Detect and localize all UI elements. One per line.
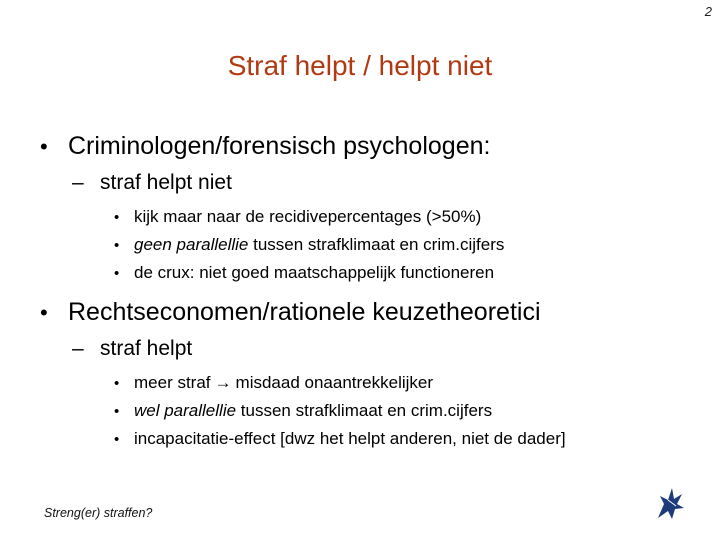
list-item-text: kijk maar naar de recidivepercentages (>50%) — [134, 207, 482, 226]
bullet: • — [114, 237, 120, 254]
bullet: • — [114, 403, 120, 420]
list-item-text: incapacitatie-effect [dwz het helpt anderen, niet de dader] — [134, 429, 566, 448]
bullet: • — [40, 134, 48, 159]
bullet: • — [114, 209, 120, 226]
list-item-rest: tussen strafklimaat en crim.cijfers — [248, 235, 505, 254]
bullet: • — [40, 300, 48, 325]
list-item — [114, 263, 700, 284]
bullet: • — [114, 375, 120, 392]
emphasis-text: geen parallellie — [134, 235, 249, 254]
bullet: • — [114, 431, 120, 448]
section-heading — [40, 298, 700, 327]
list-item — [114, 235, 700, 256]
section-heading-text: Criminologen/forensisch psychologen: — [68, 132, 491, 160]
emphasis-text: wel parallellie — [134, 401, 237, 420]
section-heading — [40, 132, 700, 161]
slide-title: Straf helpt / helpt niet — [227, 50, 493, 81]
list-item — [114, 429, 700, 450]
section-subheading — [72, 337, 700, 361]
list-item — [114, 207, 700, 228]
page-number: 2 — [704, 4, 712, 19]
list-item-before: meer straf — [134, 373, 211, 392]
list-item-after: misdaad onaantrekkelijker — [235, 373, 434, 392]
dash: – — [72, 337, 84, 360]
list-item-rest: tussen strafklimaat en crim.cijfers — [236, 401, 493, 420]
section-subheading — [72, 171, 700, 195]
dash: – — [72, 171, 84, 194]
section-subheading-text: straf helpt — [100, 337, 193, 360]
list-item-text — [134, 235, 504, 255]
slide-content — [40, 132, 700, 457]
section-subheading-text: straf helpt niet — [100, 171, 232, 194]
footer-text: Streng(er) straffen? — [44, 506, 153, 520]
list-item-text — [134, 373, 433, 393]
list-item-text: de crux: niet goed maatschappelijk functioneren — [134, 263, 495, 282]
university-logo — [576, 484, 688, 524]
section-heading-text: Rechtseconomen/rationele keuzetheoretici — [68, 298, 541, 326]
griffin-logo-icon — [650, 484, 690, 524]
arrow-right-icon: → — [214, 373, 232, 392]
list-item — [114, 401, 700, 422]
bullet: • — [114, 265, 120, 282]
list-item — [114, 373, 700, 394]
list-item-text — [134, 401, 492, 421]
